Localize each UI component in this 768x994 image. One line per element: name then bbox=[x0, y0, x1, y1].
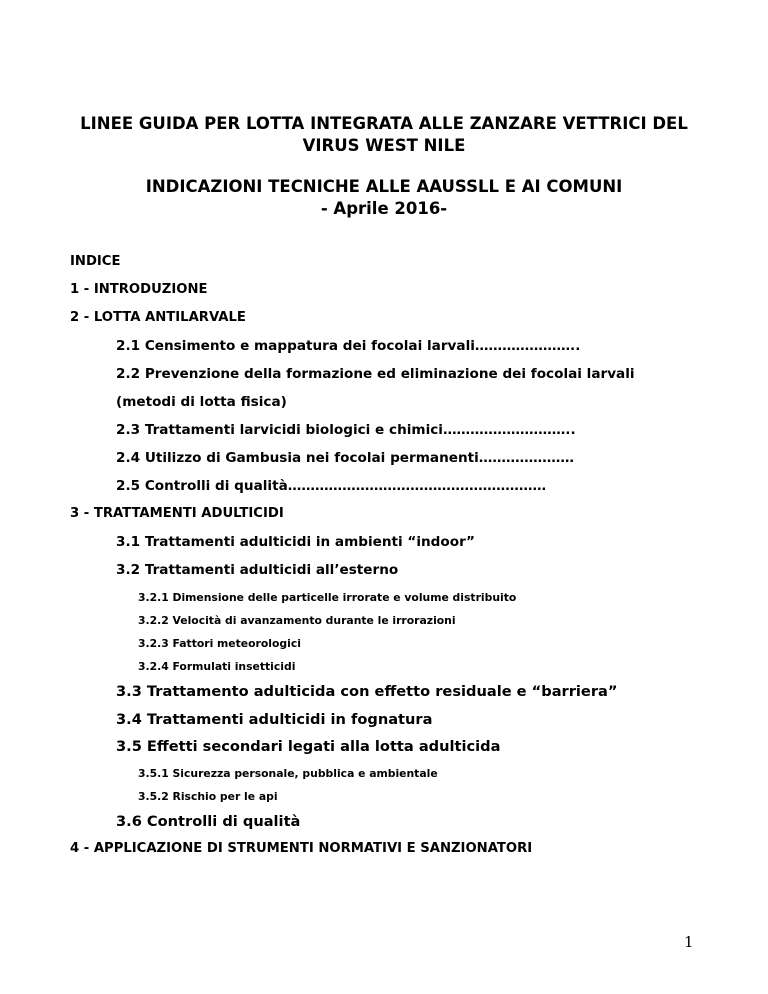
toc-entry-2-5: 2.5 Controlli di qualità………………………………………………… bbox=[116, 478, 547, 494]
toc-entry-3-1: 3.1 Trattamenti adulticidi in ambienti “indoor” bbox=[116, 534, 475, 550]
subtitle-line-2: - Aprile 2016- bbox=[320, 199, 448, 218]
toc-entry-2-2-cont: (metodi di lotta fisica) bbox=[116, 394, 287, 410]
toc-entry-3-2: 3.2 Trattamenti adulticidi all’esterno bbox=[116, 562, 399, 578]
toc-entry-2-1: 2.1 Censimento e mappatura dei focolai larvali………………….. bbox=[116, 338, 581, 354]
toc-entry-3-6: 3.6 Controlli di qualità bbox=[116, 813, 301, 830]
toc-entry-3-2-4: 3.2.4 Formulati insetticidi bbox=[138, 660, 296, 673]
toc-entry-2: 2 - LOTTA ANTILARVALE bbox=[70, 310, 246, 325]
toc-entry-3-5: 3.5 Effetti secondari legati alla lotta adulticida bbox=[116, 738, 501, 755]
subtitle-line-1: INDICAZIONI TECNICHE ALLE AAUSSLL E AI COMUNI bbox=[145, 177, 623, 196]
toc-entry-3-2-3: 3.2.3 Fattori meteorologici bbox=[138, 637, 301, 650]
document-subtitle bbox=[60, 176, 708, 220]
toc-entry-3-2-2: 3.2.2 Velocità di avanzamento durante le irrorazioni bbox=[138, 614, 456, 627]
toc-entry-1: 1 - INTRODUZIONE bbox=[70, 282, 208, 297]
document-title bbox=[60, 113, 708, 157]
toc-entry-3-3: 3.3 Trattamento adulticida con effetto residuale e “barriera” bbox=[116, 683, 618, 700]
page-number: 1 bbox=[684, 933, 694, 951]
title-line-2: VIRUS WEST NILE bbox=[302, 136, 466, 155]
toc-entry-2-4: 2.4 Utilizzo di Gambusia nei focolai permanenti………………… bbox=[116, 450, 574, 466]
toc-entry-4: 4 - APPLICAZIONE DI STRUMENTI NORMATIVI E SANZIONATORI bbox=[70, 841, 533, 856]
toc-entry-3-4: 3.4 Trattamenti adulticidi in fognatura bbox=[116, 711, 433, 728]
toc-heading: INDICE bbox=[70, 254, 121, 269]
toc-entry-3-2-1: 3.2.1 Dimensione delle particelle irrorate e volume distribuito bbox=[138, 591, 517, 604]
toc-entry-3-5-1: 3.5.1 Sicurezza personale, pubblica e ambientale bbox=[138, 767, 438, 780]
toc-entry-2-3: 2.3 Trattamenti larvicidi biologici e chimici……………………….. bbox=[116, 422, 576, 438]
toc-entry-3: 3 - TRATTAMENTI ADULTICIDI bbox=[70, 506, 284, 521]
title-line-1: LINEE GUIDA PER LOTTA INTEGRATA ALLE ZANZARE VETTRICI DEL bbox=[80, 114, 688, 133]
toc-entry-3-5-2: 3.5.2 Rischio per le api bbox=[138, 790, 278, 803]
toc-entry-2-2: 2.2 Prevenzione della formazione ed eliminazione dei focolai larvali bbox=[116, 366, 635, 382]
